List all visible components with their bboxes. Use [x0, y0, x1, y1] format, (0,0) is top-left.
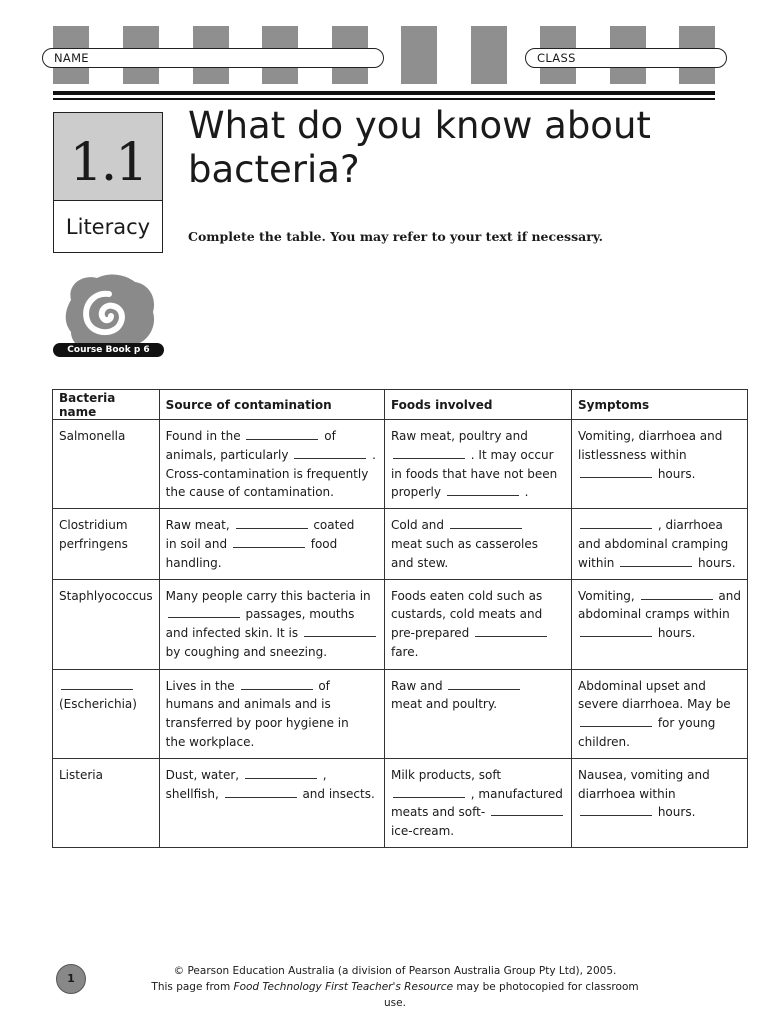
cell-text: ,: [318, 767, 327, 782]
cell-text: Many people carry this bacteria in: [165, 588, 371, 603]
cell-text: Salmonella: [59, 429, 126, 443]
cell-line: [578, 535, 741, 554]
cell-line: [578, 624, 741, 643]
cell-text: Nausea, vomiting and: [578, 767, 710, 782]
cell-line: [578, 427, 741, 446]
cell-text: food: [306, 536, 338, 551]
cell-text: Dust, water,: [165, 767, 243, 782]
source-cell: [159, 509, 384, 579]
symptoms-cell: [572, 758, 748, 847]
cell-line: [391, 465, 565, 484]
cell-text: within: [578, 555, 619, 570]
answer-blank[interactable]: [294, 446, 366, 459]
cell-line: [166, 785, 378, 804]
photocopy-text-pre: This page from: [151, 981, 234, 993]
table-row: [53, 758, 748, 847]
cell-text: Staphlyococcus: [59, 588, 153, 603]
cell-text: abdominal cramps within: [578, 607, 730, 622]
symptoms-cell: [572, 579, 748, 669]
cell-text: Raw meat,: [165, 518, 234, 533]
name-label: NAME: [54, 51, 89, 65]
cell-line: [166, 733, 378, 752]
name-field[interactable]: [42, 48, 384, 68]
cell-text: in foods that have not been: [390, 466, 558, 481]
cell-line: [578, 446, 741, 465]
answer-blank[interactable]: [491, 803, 563, 816]
cell-line: [59, 766, 153, 785]
answer-blank[interactable]: [620, 554, 692, 567]
table-row: [53, 420, 748, 509]
cell-line: [578, 714, 741, 733]
cell-text: Listeria: [59, 767, 103, 782]
cell-text: , diarrhoea: [654, 518, 723, 533]
cell-text: pre-prepared: [390, 626, 474, 641]
cell-text: of: [314, 678, 330, 693]
course-book-label: Course Book p 6: [53, 343, 164, 357]
photocopy-line: [150, 979, 640, 1011]
cell-line: [578, 554, 741, 573]
cell-line: [391, 483, 565, 502]
bacteria-name-cell: [53, 758, 160, 847]
bacteria-table: [52, 389, 748, 848]
cell-line: [578, 766, 741, 785]
cell-text: .: [368, 447, 376, 462]
bacteria-name-cell: [53, 509, 160, 579]
cell-line: [166, 446, 378, 465]
cell-text: the cause of contamination.: [165, 485, 334, 500]
cell-text: Vomiting,: [578, 588, 639, 603]
bacteria-name-cell: [53, 420, 160, 509]
cell-line: [166, 605, 378, 624]
cell-line: [391, 605, 565, 624]
cell-text: in soil and: [165, 536, 231, 551]
footer: [150, 963, 640, 1011]
cell-line: [391, 554, 565, 573]
cell-text: and stew.: [390, 555, 449, 570]
answer-blank[interactable]: [475, 624, 547, 637]
cell-line: [391, 624, 565, 643]
cell-text: Milk products, soft: [390, 767, 502, 782]
cell-line: [59, 587, 153, 606]
cell-line: [578, 695, 741, 714]
cell-text: humans and animals and is: [165, 697, 331, 712]
title-line-2: bacteria?: [188, 148, 360, 191]
page-number-badge: 1: [56, 964, 86, 994]
cell-text: Cold and: [390, 518, 448, 533]
page-title: [188, 104, 651, 192]
cell-text: Raw and: [390, 678, 447, 693]
cell-text: properly: [390, 485, 445, 500]
cell-line: [166, 516, 378, 535]
cell-text: shellfish,: [165, 786, 223, 801]
answer-blank[interactable]: [168, 605, 240, 618]
cell-line: [391, 785, 565, 804]
answer-blank[interactable]: [393, 785, 465, 798]
cell-text: hours.: [654, 466, 696, 481]
cell-line: [391, 446, 565, 465]
cell-line: [166, 624, 378, 643]
cell-text: (Escherichia): [59, 697, 137, 712]
symptoms-cell: [572, 420, 748, 509]
cell-text: Foods eaten cold such as: [390, 588, 543, 603]
answer-blank[interactable]: [641, 587, 713, 600]
cell-text: fare.: [390, 644, 419, 659]
table-row: [53, 509, 748, 579]
cell-line: [578, 803, 741, 822]
header-rule-thin: [53, 98, 715, 100]
symptoms-cell: [572, 669, 748, 758]
cell-line: [59, 516, 153, 535]
cell-text: handling.: [165, 555, 222, 570]
cell-line: [166, 535, 378, 554]
answer-blank[interactable]: [236, 516, 308, 529]
cell-line: [391, 516, 565, 535]
cell-text: Raw meat, poultry and: [390, 429, 528, 443]
answer-blank[interactable]: [447, 483, 519, 496]
symptoms-cell: [572, 509, 748, 579]
cell-text: Lives in the: [165, 678, 239, 693]
bacteria-name-cell: [53, 579, 160, 669]
cell-line: [59, 695, 153, 714]
cell-text: and abdominal cramping: [578, 536, 729, 551]
cell-line: [391, 766, 565, 785]
cell-text: of: [320, 429, 336, 443]
cell-text: custards, cold meats and: [390, 607, 543, 622]
column-header: Foods involved: [384, 390, 571, 420]
table-header-row: [53, 390, 748, 420]
cell-text: , manufactured: [466, 786, 563, 801]
cell-line: [166, 695, 378, 714]
cell-text: perfringens: [59, 536, 128, 551]
title-line-1: What do you know about: [188, 104, 651, 147]
answer-blank[interactable]: [580, 624, 652, 637]
cell-text: and infected skin. It is: [165, 626, 302, 641]
cell-line: [166, 587, 378, 606]
answer-blank[interactable]: [448, 677, 520, 690]
cell-line: [391, 677, 565, 696]
column-header: Bacteria name: [53, 390, 160, 420]
cell-text: listlessness within: [578, 447, 687, 462]
cell-text: coated: [309, 518, 355, 533]
foods-cell: [384, 579, 571, 669]
cell-text: hours.: [654, 805, 696, 820]
cell-line: [166, 677, 378, 696]
source-cell: [159, 579, 384, 669]
source-cell: [159, 420, 384, 509]
answer-blank[interactable]: [580, 465, 652, 478]
answer-blank[interactable]: [245, 766, 317, 779]
source-cell: [159, 758, 384, 847]
activity-badge: [53, 112, 163, 253]
cell-line: [166, 554, 378, 573]
answer-blank[interactable]: [580, 516, 652, 529]
cell-text: for young: [654, 716, 716, 731]
answer-blank[interactable]: [393, 446, 465, 459]
answer-blank[interactable]: [580, 803, 652, 816]
cell-text: .: [520, 485, 529, 500]
cell-line: [166, 714, 378, 733]
cell-line: [391, 587, 565, 606]
cell-line: [578, 605, 741, 624]
cell-line: [166, 483, 378, 502]
cell-text: and: [714, 588, 741, 603]
class-label: CLASS: [537, 51, 576, 65]
cell-text: the workplace.: [165, 734, 255, 749]
table-row: [53, 669, 748, 758]
activity-type: Literacy: [65, 215, 151, 239]
foods-cell: [384, 669, 571, 758]
cell-text: Abdominal upset and: [578, 678, 706, 693]
cell-text: hours.: [694, 555, 736, 570]
cell-line: [59, 535, 153, 554]
table-row: [53, 579, 748, 669]
cell-text: Vomiting, diarrhoea and: [578, 429, 723, 443]
bacteria-name-cell: [53, 669, 160, 758]
foods-cell: [384, 509, 571, 579]
answer-blank[interactable]: [450, 516, 522, 529]
cell-line: [578, 465, 741, 484]
cell-text: meats and soft-: [390, 805, 490, 820]
copyright-line: © Pearson Education Australia (a division of Pearson Australia Group Pty Ltd), 2005.: [173, 965, 617, 977]
cell-text: hours.: [654, 626, 696, 641]
cell-text: and insects.: [298, 786, 375, 801]
cell-text: . It may occur: [466, 447, 554, 462]
cell-text: meat and poultry.: [390, 697, 498, 712]
cell-line: [59, 427, 153, 446]
foods-cell: [384, 758, 571, 847]
cell-line: [578, 677, 741, 696]
book-title: Food Technology First Teacher's Resource: [233, 981, 454, 993]
foods-cell: [384, 420, 571, 509]
answer-blank[interactable]: [241, 677, 313, 690]
cell-line: [391, 803, 565, 822]
cell-text: Found in the: [165, 429, 245, 443]
cell-line: [166, 766, 378, 785]
cell-line: [391, 535, 565, 554]
instruction-text: Complete the table. You may refer to your text if necessary.: [188, 229, 603, 244]
cell-line: [578, 785, 741, 804]
answer-blank[interactable]: [246, 427, 318, 440]
cell-line: [166, 427, 378, 446]
cell-text: Cross-contamination is frequently: [165, 466, 369, 481]
header-rule-thick: [53, 91, 715, 95]
cell-line: [166, 643, 378, 662]
cell-line: [391, 643, 565, 662]
column-header: Source of contamination: [159, 390, 384, 420]
cell-line: [578, 516, 741, 535]
cell-line: [578, 733, 741, 752]
column-header: Symptoms: [572, 390, 748, 420]
class-field[interactable]: [525, 48, 727, 68]
answer-blank[interactable]: [61, 677, 133, 690]
cell-text: Clostridium: [59, 518, 128, 533]
cell-text: ice-cream.: [390, 824, 455, 839]
source-cell: [159, 669, 384, 758]
activity-number: 1.1: [54, 113, 162, 201]
cell-text: diarrhoea within: [578, 786, 676, 801]
cell-text: transferred by poor hygiene in: [165, 716, 349, 731]
cell-text: severe diarrhoea. May be: [578, 697, 731, 712]
cell-line: [391, 427, 565, 446]
cell-line: [391, 822, 565, 841]
answer-blank[interactable]: [304, 624, 376, 637]
cell-line: [391, 695, 565, 714]
cell-text: by coughing and sneezing.: [165, 644, 328, 659]
answer-blank[interactable]: [233, 535, 305, 548]
cell-line: [578, 587, 741, 606]
answer-blank[interactable]: [225, 785, 297, 798]
answer-blank[interactable]: [580, 714, 652, 727]
photocopy-text-post: may be photocopied for classroom use.: [384, 981, 639, 1009]
cell-text: animals, particularly: [165, 447, 293, 462]
cell-line: [166, 465, 378, 484]
cell-text: passages, mouths: [241, 607, 355, 622]
cell-text: meat such as casseroles: [390, 536, 539, 551]
cell-text: children.: [578, 734, 630, 749]
cell-line: [59, 677, 153, 696]
